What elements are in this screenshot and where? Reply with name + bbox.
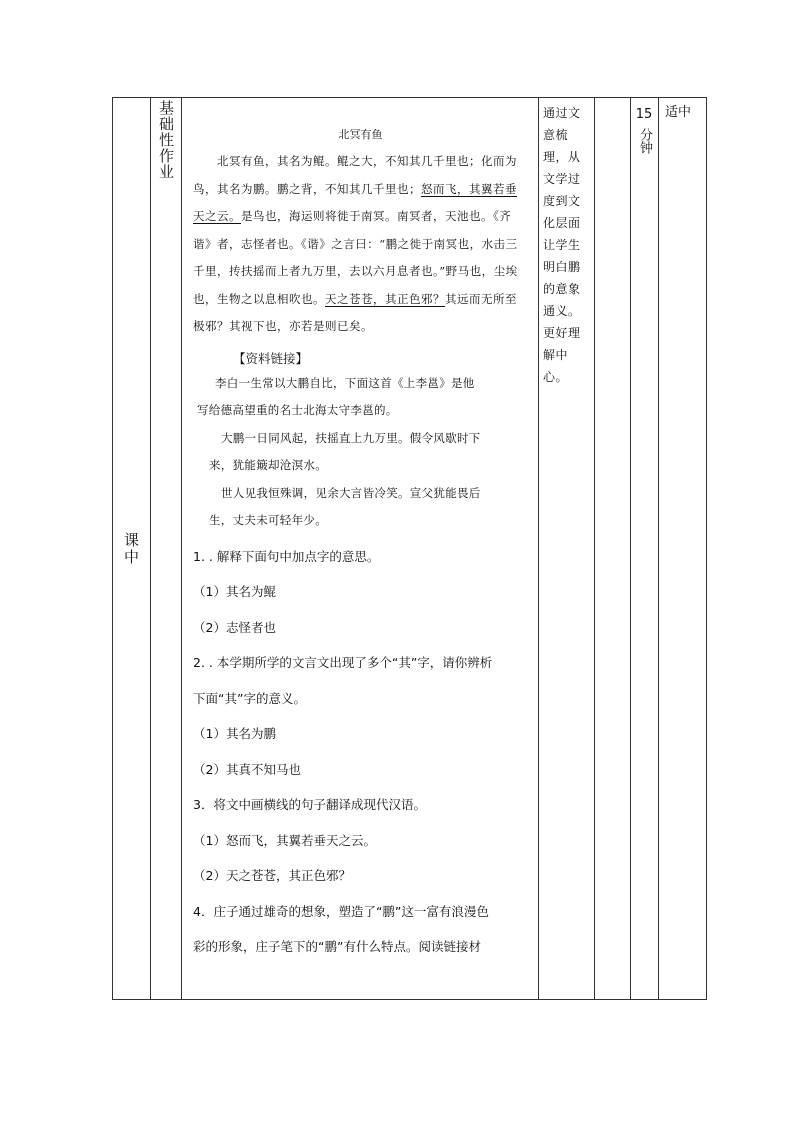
link-material [193, 370, 528, 535]
empty-cell [594, 98, 630, 999]
link-line: 李白一生常以大鹏自比，下面这首《上李邕》是他 [215, 375, 475, 390]
link-line: 生，丈夫未可轻年少。 [209, 513, 327, 527]
question-line: 下面“其”字的意义。 [193, 690, 306, 706]
question-line: 2. . 本学期所学的文言文出现了多个“其”字，请你辨析 [193, 655, 493, 670]
passage-body [193, 148, 528, 341]
time-cell [630, 98, 658, 999]
design-intent-text: 通过文意梳理，从文学过度到文化层面让学生明白鹏的意象通义。更好理解中心。 [543, 106, 581, 384]
question-line: 1. . 解释下面句中加点字的意思。 [193, 548, 380, 564]
design-intent-cell [538, 98, 594, 999]
content-cell [181, 98, 538, 999]
underlined-sentence: 天之苍苍，其正色邪？ [325, 291, 445, 306]
question-line: （1）其名为鹏 [193, 726, 276, 741]
passage-text: 是鸟也，海运则将徙于南冥。南冥者，天池也。《齐谐》者，志怪者也。《谐》之言曰：“鹏之徙于南冥也，水击三千里，抟扶摇而上者九万里，去以六月息者也。”野马也，尘埃也，生物之以息相吹也。 [193, 209, 518, 306]
passage-text: 其远而无所至极邪？其视下也，亦若是则已矣。 [193, 291, 517, 333]
link-line: 世人见我恒殊调，见余大言皆冷笑。宣父犹能畏后 [221, 485, 481, 500]
question-line: （1）其名为鲲 [193, 584, 276, 599]
homework-table [112, 97, 707, 1000]
passage-title: 北冥有鱼 [338, 128, 383, 141]
link-title: 【资料链接】 [233, 350, 309, 366]
link-line: 大鹏一日同风起，扶摇直上九万里。假令风歇时下 [221, 430, 481, 445]
question-line: 彩的形象，庄子笔下的“鹏”有什么特点。阅读链接材 [193, 939, 481, 954]
underlined-sentence: 怒而飞，其翼若垂天之云。 [193, 181, 517, 223]
task-type-label: 基础性作业 [157, 100, 175, 180]
time-unit: 分钟 [637, 128, 652, 154]
question-line: 3．将文中画横线的句子翻译成现代汉语。 [193, 797, 426, 812]
question-line: 4．庄子通过雄奇的想象，塑造了“鹏”这一富有浪漫色 [193, 903, 489, 919]
time-value: 15 [635, 107, 653, 122]
stage-cell [113, 98, 150, 999]
task-type-cell [150, 98, 181, 999]
difficulty-label: 适中 [665, 105, 692, 120]
question-line: （2）志怪者也 [193, 619, 276, 635]
question-line: （1）怒而飞，其翼若垂天之云。 [193, 832, 376, 848]
stage-label: 课中 [122, 531, 140, 566]
difficulty-cell [658, 98, 708, 999]
question-line: （2）天之苍苍，其正色邪？ [193, 868, 351, 883]
link-line: 写给德高望重的名士北海太守李邕的。 [197, 403, 398, 417]
question-list [193, 539, 528, 965]
link-line: 来，犹能簸却沧溟水。 [209, 458, 327, 472]
question-line: （2）其真不知马也 [193, 761, 301, 777]
passage-text: 北冥有鱼，其名为鲲。鲲之大，不知其几千里也；化而为鸟，其名为鹏。鹏之背，不知其几千里也； [193, 154, 517, 196]
